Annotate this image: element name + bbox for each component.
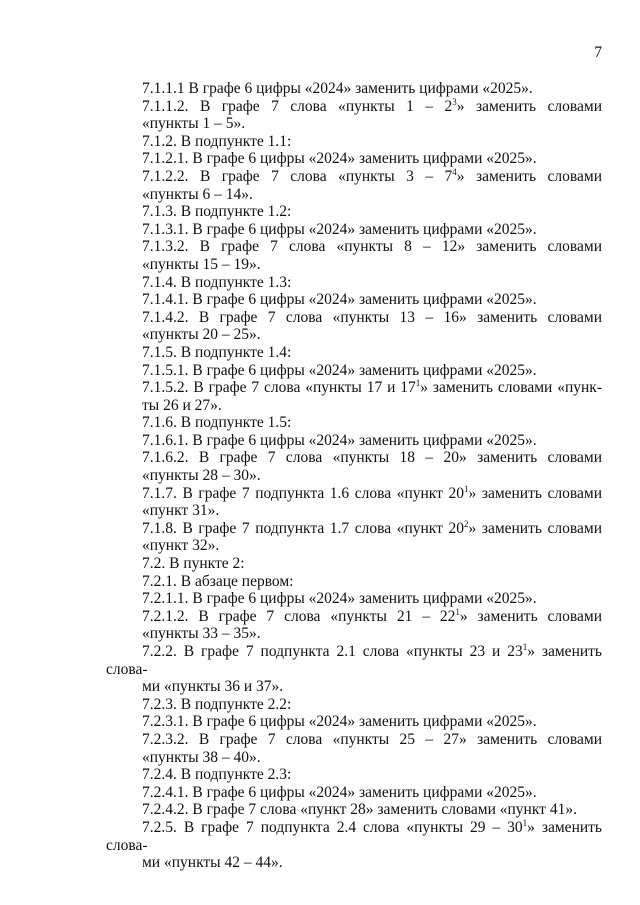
text-run: » заменить слова- xyxy=(106,643,602,678)
text-run: » заменить словами xyxy=(456,167,602,185)
text-run: «пункты 15 – 19». xyxy=(142,255,261,273)
paragraph-line xyxy=(106,133,602,151)
paragraph-line xyxy=(106,432,602,450)
paragraph-line xyxy=(106,819,602,854)
paragraph-line xyxy=(106,291,602,309)
text-run: 7.1.1.2. В графе 7 слова «пункты 1 – 2 xyxy=(142,97,453,115)
text-run: ты 26 и 27». xyxy=(142,396,222,414)
paragraph-line xyxy=(106,502,602,520)
superscript: 1 xyxy=(522,642,528,652)
paragraph-line xyxy=(106,713,602,731)
text-run: «пункты 20 – 25». xyxy=(142,326,261,344)
text-run: 7.1.6.1. В графе 6 цифры «2024» заменить цифрами «2025». xyxy=(142,431,537,449)
paragraph-line xyxy=(106,449,602,467)
paragraph-line xyxy=(106,80,602,98)
superscript: 1 xyxy=(463,483,469,494)
superscript: 4 xyxy=(452,166,457,177)
text-run: «пункты 28 – 30». xyxy=(142,467,261,485)
text-run: «пункты 1 – 5». xyxy=(142,115,246,133)
text-run: 7.1.3.2. В графе 7 слова «пункты 8 – 12» заменить словами xyxy=(142,238,602,256)
superscript: 2 xyxy=(463,518,469,529)
text-run: 7.2.2. В графе 7 подпункта 2.1 слова «пункты 23 и 23 xyxy=(142,643,523,660)
superscript: 1 xyxy=(455,606,460,617)
paragraph-line xyxy=(106,784,602,802)
paragraph-line xyxy=(106,608,602,626)
page-number: 7 xyxy=(594,44,602,61)
text-run: 7.1.3.1. В графе 6 цифры «2024» заменить цифрами «2025». xyxy=(142,220,537,238)
text-run: » заменить словами xyxy=(459,607,602,625)
text-run: «пункт 32». xyxy=(142,537,220,555)
paragraph-line xyxy=(106,520,602,538)
paragraph-line xyxy=(106,362,602,380)
text-run: 7.1.4. В подпункте 1.3: xyxy=(142,273,292,291)
paragraph-line xyxy=(106,309,602,327)
paragraph-line xyxy=(106,203,602,221)
paragraph-line xyxy=(106,801,602,819)
paragraph-line xyxy=(106,643,602,678)
text-run: » заменить слова- xyxy=(106,818,602,854)
text-run: 7.1.5.2. В графе 7 слова «пункты 17 и 17 xyxy=(142,379,416,397)
text-run: 7.2.1. В абзаце первом: xyxy=(142,572,294,590)
text-run: 7.1.5. В подпункте 1.4: xyxy=(142,343,292,361)
text-run: 7.1.3. В подпункте 1.2: xyxy=(142,203,292,221)
text-run: 7.1.8. В графе 7 подпункта 1.7 слова «пункт 20 xyxy=(142,519,464,537)
text-run: 7.2.3. В подпункте 2.2: xyxy=(142,695,292,713)
paragraph-line xyxy=(106,414,602,432)
paragraph-line xyxy=(106,221,602,239)
paragraph-line xyxy=(106,344,602,362)
text-run: 7.2.3.1. В графе 6 цифры «2024» заменить цифрами «2025». xyxy=(142,713,537,731)
text-run: 7.1.4.1. В графе 6 цифры «2024» заменить цифрами «2025». xyxy=(142,291,537,309)
text-run: 7.1.6. В подпункте 1.5: xyxy=(142,414,292,432)
text-run: 7.1.2.2. В графе 7 слова «пункты 3 – 7 xyxy=(142,167,453,185)
text-run: 7.2.3.2. В графе 7 слова «пункты 25 – 27» заменить словами xyxy=(142,730,602,748)
text-run: 7.2.1.2. В графе 7 слова «пункты 21 – 22 xyxy=(142,607,456,625)
paragraph-line xyxy=(106,256,602,274)
paragraph-line xyxy=(106,274,602,292)
superscript: 1 xyxy=(415,378,421,389)
paragraph-line xyxy=(106,115,602,133)
paragraph-line xyxy=(106,238,602,256)
text-run: 7.2.4.1. В графе 6 цифры «2024» заменить цифрами «2025». xyxy=(142,783,537,801)
text-run: » заменить словами xyxy=(468,484,602,502)
paragraph-line xyxy=(106,625,602,643)
text-run: 7.2.5. В графе 7 подпункта 2.4 слова «пункты 29 – 30 xyxy=(142,818,523,836)
document-body xyxy=(106,80,602,872)
paragraph-line xyxy=(106,766,602,784)
paragraph-line xyxy=(106,379,602,397)
paragraph-line xyxy=(106,731,602,749)
paragraph-line xyxy=(106,485,602,503)
text-run: 7.1.1.1 В графе 6 цифры «2024» заменить цифрами «2025». xyxy=(142,80,533,97)
paragraph-line xyxy=(106,467,602,485)
text-run: «пункт 31». xyxy=(142,502,220,520)
superscript: 1 xyxy=(522,817,528,828)
text-run: 7.2.4.2. В графе 7 слова «пункт 28» заменить словами «пункт 41». xyxy=(142,801,577,819)
text-run: 7.1.6.2. В графе 7 слова «пункты 18 – 20» заменить словами xyxy=(142,449,602,467)
text-run: 7.2. В пункте 2: xyxy=(142,555,245,573)
paragraph-line xyxy=(106,678,602,696)
paragraph-line xyxy=(106,168,602,186)
text-run: «пункты 38 – 40». xyxy=(142,748,261,766)
paragraph-line xyxy=(106,150,602,168)
paragraph-line xyxy=(106,397,602,415)
paragraph-line xyxy=(106,696,602,714)
text-run: 7.1.2.1. В графе 6 цифры «2024» заменить цифрами «2025». xyxy=(142,150,537,168)
text-run: » заменить словами xyxy=(468,519,602,537)
text-run: 7.1.7. В графе 7 подпункта 1.6 слова «пункт 20 xyxy=(142,484,464,502)
paragraph-line xyxy=(106,590,602,608)
paragraph-line xyxy=(106,537,602,555)
text-run: ми «пункты 42 – 44». xyxy=(142,854,283,872)
text-run: » заменить словами xyxy=(456,97,602,115)
text-run: » заменить словами «пунк- xyxy=(420,379,602,397)
text-run: 7.2.4. В подпункте 2.3: xyxy=(142,766,292,784)
text-run: «пункты 6 – 14». xyxy=(142,185,253,203)
text-run: 7.2.1.1. В графе 6 цифры «2024» заменить цифрами «2025». xyxy=(142,590,537,608)
paragraph-line xyxy=(106,854,602,872)
paragraph-line xyxy=(106,98,602,116)
text-run: ми «пункты 36 и 37». xyxy=(142,678,284,696)
text-run: «пункты 33 – 35». xyxy=(142,625,261,643)
text-run: 7.1.2. В подпункте 1.1: xyxy=(142,132,292,150)
paragraph-line xyxy=(106,749,602,767)
paragraph-line xyxy=(106,555,602,573)
text-run: 7.1.4.2. В графе 7 слова «пункты 13 – 16» заменить словами xyxy=(142,308,602,326)
text-run: 7.1.5.1. В графе 6 цифры «2024» заменить цифрами «2025». xyxy=(142,361,537,379)
paragraph-line xyxy=(106,186,602,204)
paragraph-line xyxy=(106,573,602,591)
superscript: 3 xyxy=(452,96,457,107)
paragraph-line xyxy=(106,326,602,344)
